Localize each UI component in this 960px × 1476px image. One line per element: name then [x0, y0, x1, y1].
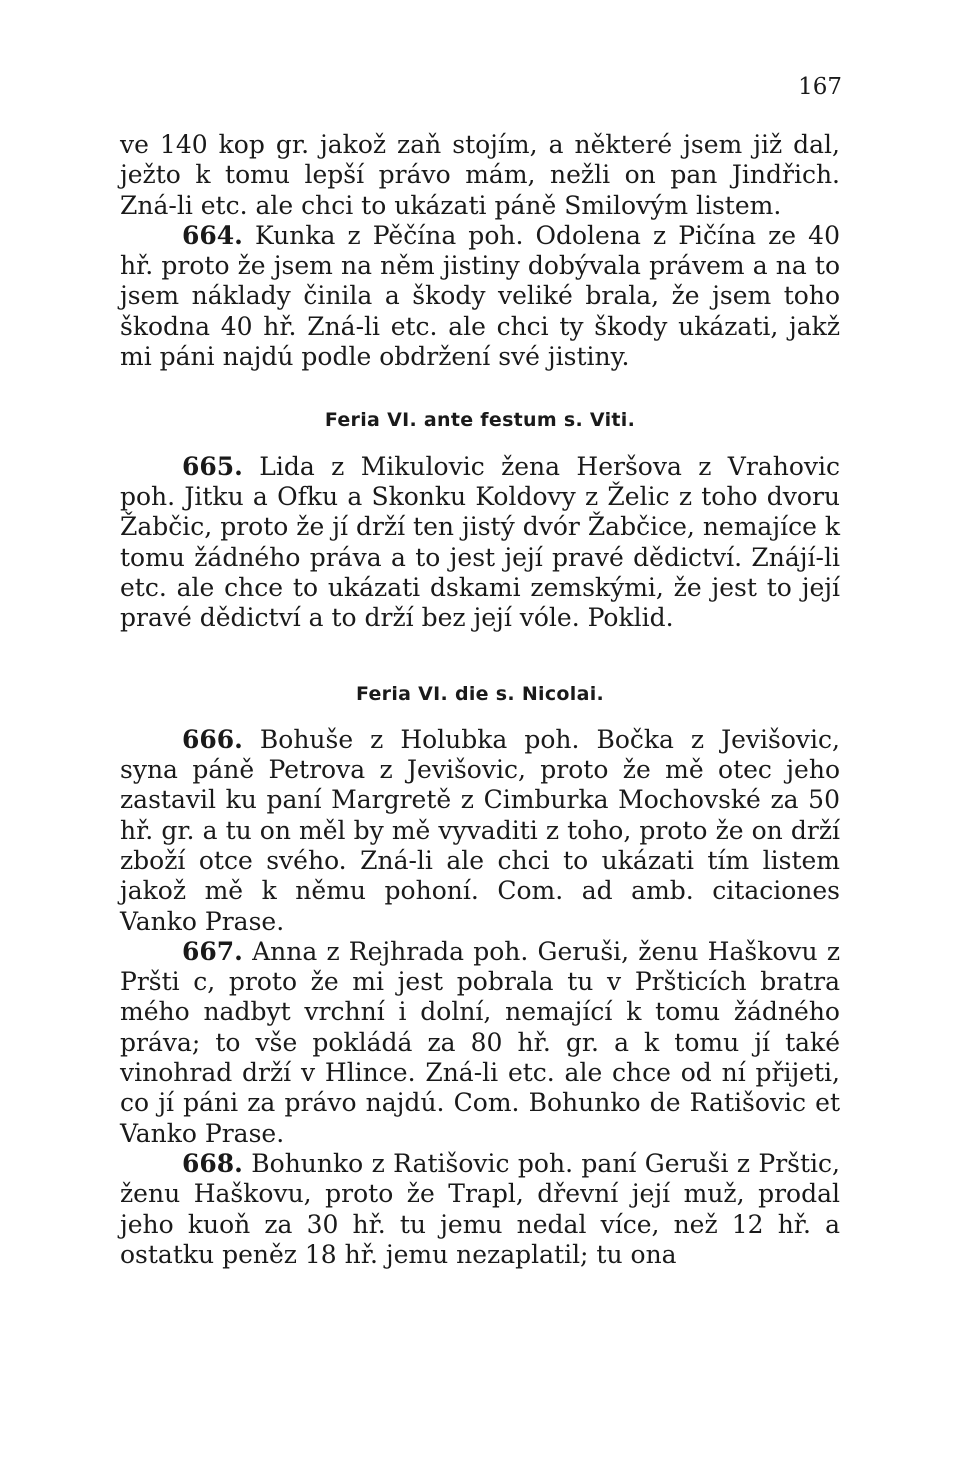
entry-text: Lida z Mikulovic žena Heršova z Vrahovic poh. Jitku a Ofku a Skonku Koldovy z Želic z toho dvoru Žabčic, proto že jí drží ten jistý dvór Žabčice, nemajíce k tomu žádného práva a to jest její pravé dědictví. Znájí-li etc. ale chce to ukázati dskami zemskými, že jest to její pravé dědictví a to drží bez její vóle. Poklid.	[120, 451, 840, 633]
body-text	[120, 130, 840, 1270]
entry-text: Kunka z Pěčína poh. Odolena z Pičína ze 40 hř. proto že jsem na něm jistiny dobývala právem a na to jsem náklady činila a škody veliké brala, že jsem toho škodna 40 hř. Zná-li etc. ale chci ty škody ukázati, jakž mi páni najdú podle obdržení své jistiny.	[120, 220, 840, 372]
intro-paragraph: ve 140 kop gr. jakož zaň stojím, a některé jsem již dal, ježto k tomu lepší právo mám, nežli on pan Jindřich. Zná-li etc. ale chci to ukázati páně Smilovým listem.	[120, 130, 840, 220]
section-heading-feria-ante-festum: Feria VI. ante festum s. Viti.	[324, 409, 636, 432]
entry-number: 666.	[182, 724, 243, 754]
entry-number: 667.	[182, 936, 243, 966]
entry-text: Bohuše z Holubka poh. Bočka z Jevišovic, syna páně Petrova z Jevišovic, proto že mě otec jeho zastavil ku paní Margretě z Cimburka Mochovské za 50 hř. gr. a tu on měl by mě vyvaditi z toho, proto že on drží zboží otce svého. Zná-li ale chci to ukázati tím listem jakož mě k němu pohoní. Com. ad amb. citaciones Vanko Prase.	[120, 724, 840, 936]
entry-666	[120, 725, 840, 937]
entry-text: Bohunko z Ratišovic poh. paní Geruši z Prštic, ženu Haškovu, proto že Trapl, dřevní její muž, prodal jeho kuoň za 30 hř. tu jemu nedal více, než 12 hř. a ostatku peněz 18 hř. jemu nezaplatil; tu ona	[120, 1148, 840, 1269]
entry-number: 668.	[182, 1148, 243, 1178]
entry-number: 665.	[182, 451, 243, 481]
entry-664	[120, 221, 840, 372]
entry-667	[120, 937, 840, 1149]
entry-number: 664.	[182, 220, 243, 250]
entry-668	[120, 1149, 840, 1270]
entry-665	[120, 452, 840, 634]
page-number: 167	[798, 74, 842, 100]
section-heading-feria-nicolai: Feria VI. die s. Nicolai.	[355, 683, 605, 706]
entry-text: Anna z Rejhrada poh. Geruši, ženu Haškovu z Pršti c, proto že mi jest pobrala tu v Pršticích bratra mého nadbyt vrchní i dolní, nemající k tomu žádného práva; to vše pokládá za 80 hř. gr. a k tomu jí také vinohrad drží v Hlince. Zná-li etc. ale chce od ní přijeti, co jí páni za právo najdú. Com. Bohunko de Ratišovic et Vanko Prase.	[120, 936, 840, 1148]
